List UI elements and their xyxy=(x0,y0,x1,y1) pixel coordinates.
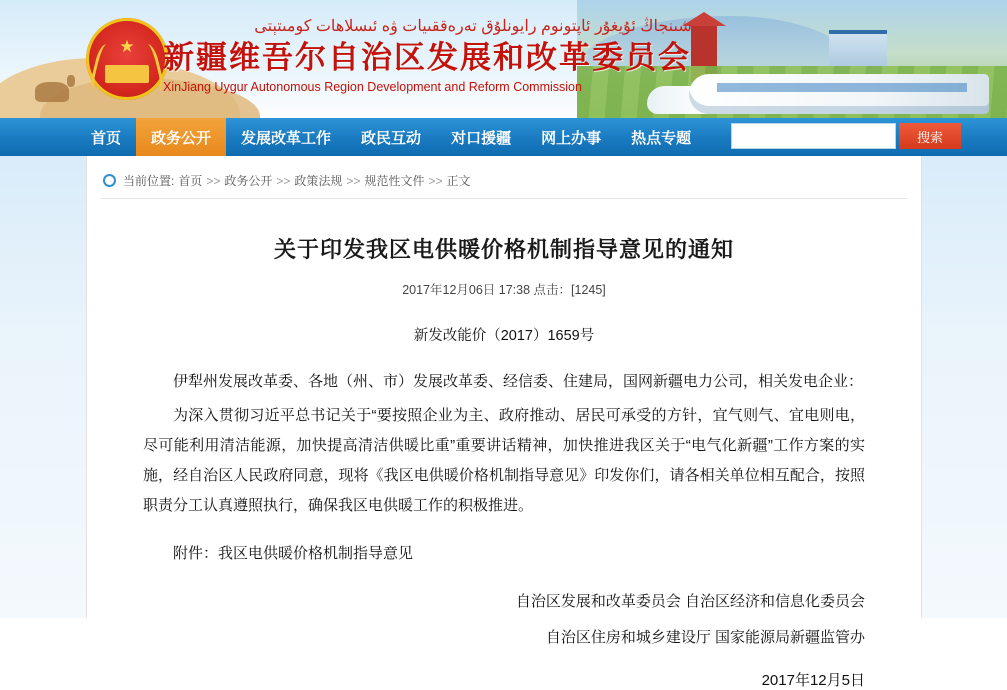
breadcrumb-separator: >> xyxy=(428,173,443,188)
page-background xyxy=(0,156,1007,689)
article-paragraph-1: 伊犁州发展改革委、各地（州、市）发展改革委、经信委、住建局，国网新疆电力公司，相关发电企业： xyxy=(173,373,864,390)
nav-items xyxy=(0,118,706,156)
nav-item-development-reform-work[interactable]: 发展改革工作 xyxy=(241,129,332,147)
document-number: 新发改能价（2017）1659号 xyxy=(413,328,595,344)
breadcrumb-divider xyxy=(101,198,907,199)
signature-line-2: 自治区住房和城乡建设厅 国家能源局新疆监管办 xyxy=(545,629,865,646)
breadcrumb-item-normative-documents[interactable]: 规范性文件 xyxy=(364,174,425,188)
site-header-banner xyxy=(0,0,1007,118)
attachment-line: 附件：我区电供暖价格机制指导意见 xyxy=(173,545,414,562)
breadcrumb-label: 当前位置: xyxy=(123,174,175,188)
breadcrumb-separator: >> xyxy=(276,173,291,188)
nav-item-public-interaction[interactable]: 政民互动 xyxy=(361,129,422,147)
signatures xyxy=(143,585,865,655)
camel-icon xyxy=(35,82,69,102)
breadcrumb xyxy=(103,172,921,189)
nav-item-government-affairs[interactable]: 政务公开 xyxy=(136,118,226,156)
main-navigation xyxy=(0,118,1007,156)
nav-item-online-services[interactable]: 网上办事 xyxy=(541,129,602,147)
breadcrumb-separator: >> xyxy=(206,173,221,188)
signature-line-1: 自治区发展和改革委员会 自治区经济和信息化委员会 xyxy=(515,593,865,610)
article-body xyxy=(143,367,865,521)
location-marker-icon xyxy=(103,174,116,187)
nav-item-hot-topics[interactable]: 热点专题 xyxy=(631,129,692,147)
search-input[interactable] xyxy=(731,123,896,149)
nav-item-home[interactable]: 首页 xyxy=(91,129,122,147)
site-title-chinese: 新疆维吾尔自治区发展和改革委员会 xyxy=(163,40,691,75)
breadcrumb-item-government-affairs[interactable]: 政务公开 xyxy=(224,174,273,188)
site-title-uyghur: شىنجاڭ ئۇيغۇر ئاپتونوم رايونلۇق تەرەققىيات ۋە ئىسلاھات كومىتېتى xyxy=(254,18,692,35)
search-button[interactable]: 搜索 xyxy=(899,123,961,149)
star-icon: ★ xyxy=(119,37,135,56)
site-title-block xyxy=(163,16,783,96)
breadcrumb-item-home[interactable]: 首页 xyxy=(178,174,203,188)
site-search xyxy=(731,123,961,149)
nav-item-counterpart-aid[interactable]: 对口援疆 xyxy=(451,129,512,147)
tiananmen-gate-icon xyxy=(105,65,149,83)
breadcrumb-item-current: 正文 xyxy=(446,174,471,188)
content-card xyxy=(86,156,922,689)
page-title: 关于印发我区电供暖价格机制指导意见的通知 xyxy=(273,237,734,262)
site-title-english: XinJiang Uygur Autonomous Region Development and Reform Commission xyxy=(163,80,582,94)
national-emblem-icon xyxy=(86,18,168,100)
breadcrumb-separator: >> xyxy=(346,173,361,188)
document-date: 2017年12月5日 xyxy=(761,672,865,689)
breadcrumb-item-policies[interactable]: 政策法规 xyxy=(294,174,343,188)
article-meta: 2017年12月06日 17:38 点击：[1245] xyxy=(402,283,606,297)
article-paragraph-2: 为深入贯彻习近平总书记关于“要按照企业为主、政府推动、居民可承受的方针，宜气则气、宜电则电，尽可能利用清洁能源，加快提高清洁供暖比重”重要讲话精神，加快推进我区关于“电气化新疆”工作方案的实施，经自治区人民政府同意，现将《我区电供暖价格机制指导意见》印发你们，请各相关单位相互配合，按照职责分工认真遵照执行，确保我区电供暖工作的积极推进。 xyxy=(143,407,865,514)
